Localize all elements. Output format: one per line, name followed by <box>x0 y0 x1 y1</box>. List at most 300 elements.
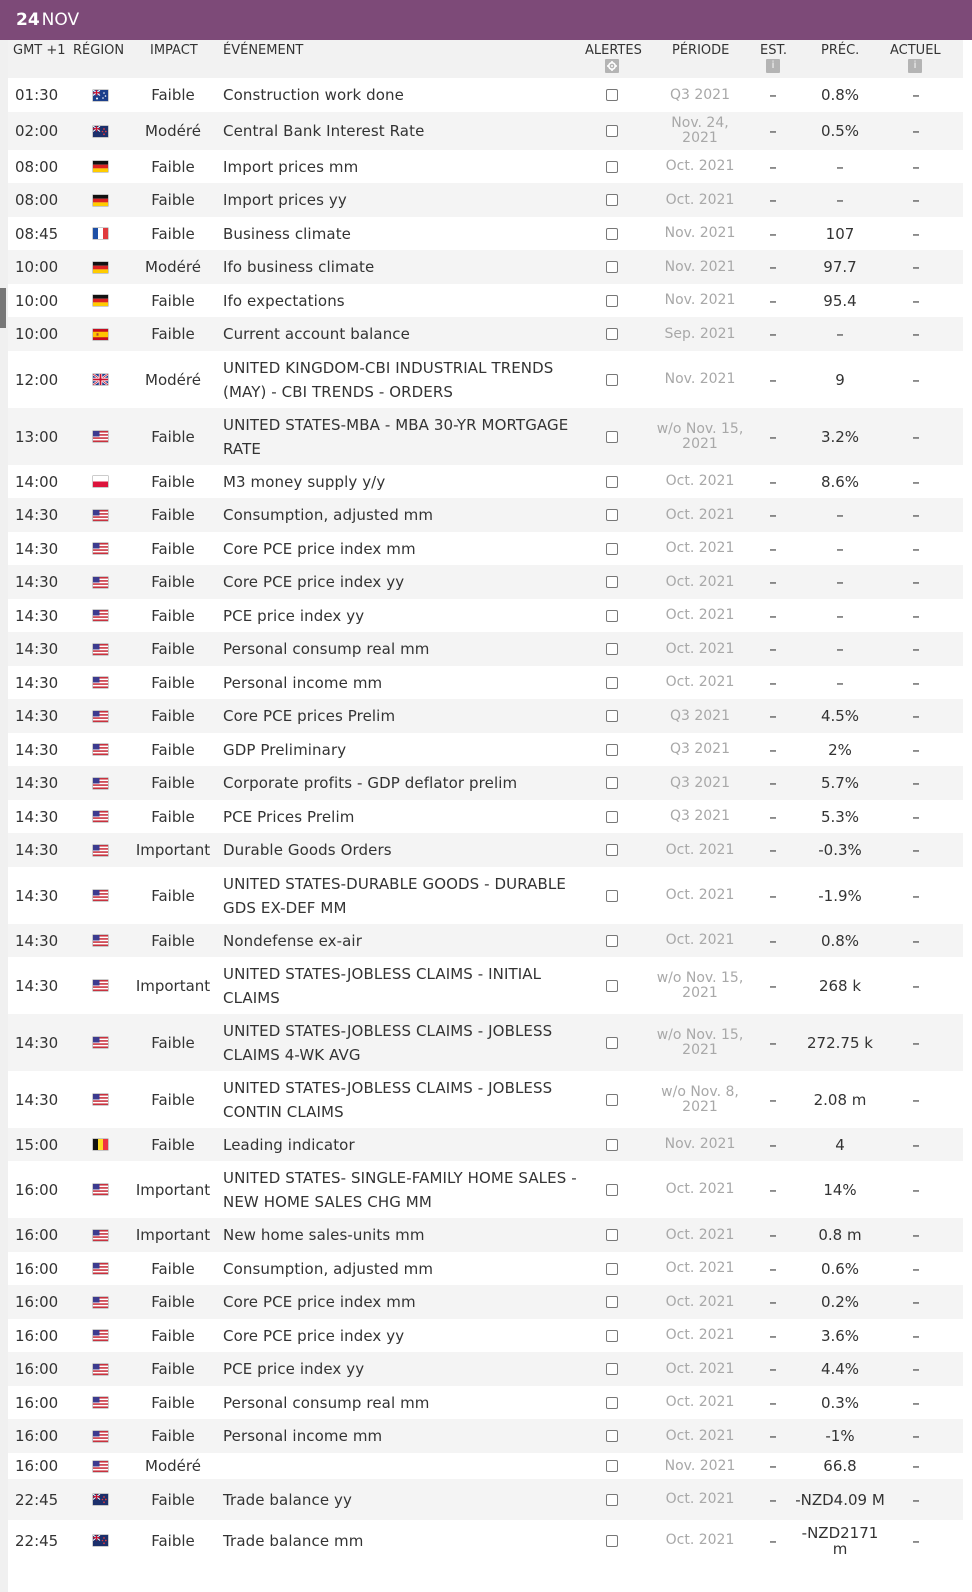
region-flag-icon <box>90 1252 110 1285</box>
alert-checkbox[interactable] <box>606 1430 618 1442</box>
table-row[interactable] <box>8 183 963 217</box>
event-name[interactable]: New home sales-units mm <box>223 1226 425 1244</box>
event-time: 14:30 <box>15 740 59 759</box>
table-row[interactable] <box>8 800 963 833</box>
region-flag-icon <box>90 924 110 957</box>
alert-checkbox[interactable] <box>606 1094 618 1106</box>
event-previous: 4.5% <box>820 707 860 725</box>
event-estimate: – <box>769 1457 777 1475</box>
event-name[interactable]: Personal income mm <box>223 1427 383 1445</box>
table-row[interactable] <box>8 1453 963 1479</box>
region-flag-icon <box>90 1479 110 1520</box>
alert-checkbox[interactable] <box>606 643 618 655</box>
region-flag-icon <box>90 1453 110 1479</box>
event-name[interactable]: PCE price index yy <box>223 1360 365 1378</box>
event-name[interactable]: Core PCE price index mm <box>223 1293 416 1311</box>
alert-checkbox-cell <box>604 924 620 957</box>
event-actual: – <box>912 573 920 591</box>
event-impact: Faible <box>151 1259 195 1278</box>
alert-checkbox[interactable] <box>606 710 618 722</box>
event-previous: – <box>836 573 844 591</box>
table-row[interactable] <box>8 78 963 112</box>
event-previous: 0.5% <box>820 122 860 140</box>
event-impact: Faible <box>151 931 195 950</box>
alert-checkbox-cell <box>604 465 620 498</box>
event-name[interactable]: UNITED STATES-JOBLESS CLAIMS - JOBLESS CLAIMS 4-WK AVG <box>223 1021 553 1064</box>
alert-checkbox[interactable] <box>606 374 618 386</box>
event-previous: -NZD2171 m <box>801 1523 879 1558</box>
table-row[interactable] <box>8 284 963 317</box>
alert-checkbox-cell <box>604 733 620 766</box>
event-name[interactable]: M3 money supply y/y <box>223 472 386 491</box>
table-row[interactable] <box>8 351 963 408</box>
event-time: 14:30 <box>15 774 59 792</box>
event-time: 10:00 <box>15 325 59 343</box>
event-period: Oct. 2021 <box>665 841 735 858</box>
alert-checkbox[interactable] <box>606 1229 618 1241</box>
event-impact: Faible <box>151 673 195 692</box>
region-flag-icon <box>90 498 110 532</box>
column-event[interactable]: ÉVÉNEMENT <box>223 43 304 58</box>
event-name[interactable]: Core PCE prices Prelim <box>223 707 396 725</box>
event-actual: – <box>912 673 920 692</box>
region-flag-icon <box>90 408 110 465</box>
event-name[interactable] <box>223 1453 578 1479</box>
event-previous: 0.8% <box>820 86 860 104</box>
event-previous: 3.6% <box>820 1326 860 1345</box>
alert-checkbox[interactable] <box>606 744 618 756</box>
event-name[interactable]: Core PCE price index yy <box>223 573 405 591</box>
event-impact: Faible <box>151 886 195 905</box>
event-period: Oct. 2021 <box>665 573 735 590</box>
event-period: Nov. 2021 <box>664 1457 736 1474</box>
event-impact: Faible <box>151 325 195 343</box>
event-estimate: – <box>769 740 777 759</box>
alert-checkbox[interactable] <box>606 677 618 689</box>
left-scroll-rail[interactable] <box>0 40 8 1592</box>
event-estimate: – <box>769 122 777 140</box>
event-impact: Modéré <box>145 370 201 389</box>
region-flag-icon <box>90 1218 110 1252</box>
event-name[interactable]: UNITED STATES- SINGLE-FAMILY HOME SALES - NEW HOME SALES CHG MM <box>223 1168 577 1211</box>
region-flag-icon <box>90 317 110 351</box>
event-name[interactable]: Trade balance yy <box>223 1490 353 1509</box>
alert-checkbox[interactable] <box>606 125 618 137</box>
alert-checkbox-cell <box>604 317 620 351</box>
scroll-marker[interactable] <box>0 288 6 328</box>
event-previous: 268 k <box>818 976 862 995</box>
region-flag-icon <box>90 1014 110 1071</box>
event-period: Oct. 2021 <box>665 887 735 903</box>
table-row[interactable] <box>8 1520 963 1561</box>
event-period: Nov. 2021 <box>664 258 736 275</box>
column-prec[interactable]: PRÉC. <box>821 43 860 58</box>
event-period: Nov. 2021 <box>664 292 736 308</box>
event-name[interactable]: Personal consump real mm <box>223 640 430 658</box>
event-actual: – <box>912 640 920 658</box>
event-time: 10:00 <box>15 291 59 310</box>
event-estimate: – <box>769 1180 777 1199</box>
event-impact: Faible <box>151 573 195 591</box>
event-period: Oct. 2021 <box>665 1394 735 1410</box>
event-name[interactable]: Nondefense ex-air <box>223 931 362 950</box>
event-name[interactable]: UNITED STATES-MBA - MBA 30-YR MORTGAGE RATE <box>223 415 569 458</box>
event-actual: – <box>912 191 920 209</box>
event-time: 14:30 <box>15 841 59 859</box>
event-previous: 66.8 <box>823 1457 857 1475</box>
event-name[interactable]: Ifo business climate <box>223 258 375 276</box>
event-impact: Faible <box>151 1531 195 1550</box>
event-name[interactable]: Core PCE price index yy <box>223 1326 405 1345</box>
event-time: 15:00 <box>15 1135 59 1154</box>
alert-checkbox[interactable] <box>606 980 618 992</box>
table-row[interactable] <box>8 1419 963 1453</box>
event-previous: – <box>836 157 844 176</box>
alert-checkbox[interactable] <box>606 576 618 588</box>
event-period: Oct. 2021 <box>665 1260 735 1276</box>
event-name[interactable]: Personal consump real mm <box>223 1393 430 1412</box>
event-time: 14:30 <box>15 606 59 625</box>
event-period: Oct. 2021 <box>665 674 735 690</box>
event-time: 16:00 <box>15 1180 59 1199</box>
event-estimate: – <box>769 886 777 905</box>
event-impact: Faible <box>151 224 195 243</box>
table-row[interactable] <box>8 766 963 800</box>
event-actual: – <box>912 841 920 859</box>
alert-checkbox-cell <box>604 1128 620 1161</box>
alert-checkbox-cell <box>604 699 620 733</box>
event-actual: – <box>912 807 920 826</box>
region-flag-icon <box>90 833 110 867</box>
alert-checkbox-cell <box>604 1071 620 1128</box>
alert-checkbox-cell <box>604 408 620 465</box>
info-icon[interactable]: i <box>908 59 922 73</box>
event-name[interactable]: Personal income mm <box>223 673 383 692</box>
event-impact: Faible <box>151 707 195 725</box>
event-previous: -1% <box>825 1427 855 1445</box>
table-row[interactable] <box>8 465 963 498</box>
table-row[interactable] <box>8 250 963 284</box>
event-name[interactable]: Core PCE price index mm <box>223 539 416 558</box>
alert-checkbox[interactable] <box>606 194 618 206</box>
alert-checkbox[interactable] <box>606 1296 618 1308</box>
region-flag-icon <box>90 599 110 632</box>
alert-checkbox[interactable] <box>606 1263 618 1275</box>
table-row[interactable] <box>8 1128 963 1161</box>
event-actual: – <box>912 325 920 343</box>
event-name[interactable]: GDP Preliminary <box>223 740 347 759</box>
event-period: Oct. 2021 <box>665 506 735 523</box>
table-row[interactable] <box>8 867 963 924</box>
region-flag-icon <box>90 666 110 699</box>
alert-checkbox[interactable] <box>606 1184 618 1196</box>
alert-checkbox[interactable] <box>606 89 618 101</box>
table-row[interactable] <box>8 1479 963 1520</box>
event-impact: Modéré <box>145 1457 201 1475</box>
event-previous: – <box>836 673 844 692</box>
event-time: 14:30 <box>15 976 59 995</box>
event-estimate: – <box>769 673 777 692</box>
event-actual: – <box>912 472 920 491</box>
alert-checkbox[interactable] <box>606 261 618 273</box>
event-name[interactable]: PCE Prices Prelim <box>223 807 355 826</box>
alert-checkbox[interactable] <box>606 1535 618 1547</box>
table-row[interactable] <box>8 1218 963 1252</box>
event-time: 14:30 <box>15 1033 59 1052</box>
event-actual: – <box>912 1033 920 1052</box>
event-actual: – <box>912 1180 920 1199</box>
event-period: Q3 2021 <box>669 707 730 724</box>
event-name[interactable]: Import prices yy <box>223 191 347 209</box>
event-name[interactable]: Consumption, adjusted mm <box>223 506 434 524</box>
table-row[interactable] <box>8 408 963 465</box>
table-row[interactable] <box>8 599 963 632</box>
event-time: 14:30 <box>15 931 59 950</box>
column-impact[interactable]: IMPACT <box>150 43 198 58</box>
event-period: Q3 2021 <box>669 741 730 757</box>
alert-checkbox[interactable] <box>606 777 618 789</box>
event-impact: Faible <box>151 774 195 792</box>
event-name[interactable]: Business climate <box>223 224 352 243</box>
event-estimate: – <box>769 1490 777 1509</box>
event-previous: 14% <box>823 1180 857 1199</box>
table-row[interactable] <box>8 833 963 867</box>
event-impact: Faible <box>151 1427 195 1445</box>
event-impact: Modéré <box>145 258 201 276</box>
event-period: Oct. 2021 <box>665 640 735 657</box>
event-name[interactable]: UNITED STATES-JOBLESS CLAIMS - INITIAL CLAIMS <box>223 964 542 1007</box>
event-estimate: – <box>769 707 777 725</box>
alert-checkbox[interactable] <box>606 935 618 947</box>
region-flag-icon <box>90 1071 110 1128</box>
alert-checkbox-cell <box>604 284 620 317</box>
alert-checkbox[interactable] <box>606 1139 618 1151</box>
region-flag-icon <box>90 699 110 733</box>
event-name[interactable]: Import prices mm <box>223 157 359 176</box>
alert-checkbox-cell <box>604 599 620 632</box>
event-actual: – <box>912 1427 920 1445</box>
event-estimate: – <box>769 640 777 658</box>
column-actual[interactable]: ACTUEL <box>890 43 941 58</box>
event-name[interactable]: Current account balance <box>223 325 410 343</box>
event-name[interactable]: Construction work done <box>223 86 404 104</box>
event-previous: -0.3% <box>818 841 862 859</box>
column-alerts[interactable]: ALERTES <box>585 43 642 58</box>
event-impact: Faible <box>151 1135 195 1154</box>
event-time: 16:00 <box>15 1293 59 1311</box>
date-day: 24 <box>16 10 40 30</box>
alert-checkbox[interactable] <box>606 228 618 240</box>
alert-checkbox-cell <box>604 800 620 833</box>
event-time: 08:00 <box>15 191 59 209</box>
event-name[interactable]: Leading indicator <box>223 1135 355 1154</box>
alert-checkbox[interactable] <box>606 161 618 173</box>
table-row[interactable] <box>8 565 963 599</box>
event-period: Sep. 2021 <box>664 325 736 342</box>
alert-checkbox[interactable] <box>606 1363 618 1375</box>
event-estimate: – <box>769 86 777 104</box>
alert-checkbox[interactable] <box>606 1460 618 1472</box>
column-region[interactable]: RÉGION <box>73 43 125 58</box>
alert-checkbox[interactable] <box>606 1494 618 1506</box>
event-impact: Faible <box>151 427 195 446</box>
table-row[interactable] <box>8 1319 963 1352</box>
event-name[interactable]: Central Bank Interest Rate <box>223 122 425 140</box>
event-period: Oct. 2021 <box>665 540 735 556</box>
table-row[interactable] <box>8 1352 963 1386</box>
event-time: 22:45 <box>15 1490 59 1509</box>
table-row[interactable] <box>8 924 963 957</box>
event-impact: Important <box>135 1226 211 1244</box>
alert-checkbox[interactable] <box>606 610 618 622</box>
event-impact: Faible <box>151 1326 195 1345</box>
table-row[interactable] <box>8 1014 963 1071</box>
alert-checkbox-cell <box>604 112 620 150</box>
table-row[interactable] <box>8 733 963 766</box>
alert-checkbox-cell <box>604 498 620 532</box>
event-previous: 0.6% <box>820 1259 860 1278</box>
event-previous: 4.4% <box>820 1360 860 1378</box>
table-row[interactable] <box>8 632 963 666</box>
column-header-row <box>8 40 963 78</box>
event-period: Oct. 2021 <box>665 1226 735 1243</box>
alert-checkbox[interactable] <box>606 295 618 307</box>
event-estimate: – <box>769 1393 777 1412</box>
region-flag-icon <box>90 565 110 599</box>
event-time: 14:30 <box>15 640 59 658</box>
event-previous: – <box>836 539 844 558</box>
event-name[interactable]: UNITED KINGDOM-CBI INDUSTRIAL TRENDS (MAY) - CBI TRENDS - ORDERS <box>223 358 554 401</box>
event-period: Oct. 2021 <box>665 473 735 489</box>
alert-checkbox[interactable] <box>606 328 618 340</box>
event-actual: – <box>912 931 920 950</box>
table-row[interactable] <box>8 1285 963 1319</box>
event-estimate: – <box>769 1531 777 1550</box>
event-previous: 0.2% <box>820 1293 860 1311</box>
event-period: Oct. 2021 <box>665 1491 735 1507</box>
alert-checkbox[interactable] <box>606 1037 618 1049</box>
region-flag-icon <box>90 1520 110 1561</box>
event-actual: – <box>912 1393 920 1412</box>
alert-checkbox[interactable] <box>606 1330 618 1342</box>
region-flag-icon <box>90 465 110 498</box>
table-row[interactable] <box>8 1161 963 1218</box>
table-row[interactable] <box>8 1071 963 1128</box>
event-name[interactable]: Ifo expectations <box>223 291 345 310</box>
event-impact: Important <box>135 841 211 859</box>
region-flag-icon <box>90 150 110 183</box>
alert-checkbox[interactable] <box>606 476 618 488</box>
event-estimate: – <box>769 1033 777 1052</box>
event-time: 16:00 <box>15 1393 59 1412</box>
event-previous: -NZD4.09 M <box>795 1490 885 1509</box>
table-row[interactable] <box>8 532 963 565</box>
event-time: 14:00 <box>15 472 59 491</box>
event-name[interactable]: Durable Goods Orders <box>223 841 392 859</box>
event-impact: Faible <box>151 606 195 625</box>
alert-checkbox-cell <box>604 1285 620 1319</box>
column-est[interactable]: EST. <box>760 43 787 58</box>
alert-checkbox[interactable] <box>606 890 618 902</box>
event-period: Nov. 2021 <box>664 225 736 241</box>
event-estimate: – <box>769 291 777 310</box>
table-row[interactable] <box>8 498 963 532</box>
event-time: 08:45 <box>15 224 59 243</box>
event-name[interactable]: Corporate profits - GDP deflator prelim <box>223 774 518 792</box>
event-estimate: – <box>769 1090 777 1109</box>
column-period[interactable]: PÉRIODE <box>672 43 730 58</box>
event-previous: 95.4 <box>823 291 857 310</box>
event-previous: – <box>836 325 844 343</box>
column-time[interactable]: GMT +1 <box>13 43 66 58</box>
event-estimate: – <box>769 157 777 176</box>
event-previous: 5.7% <box>820 774 860 792</box>
table-row[interactable] <box>8 666 963 699</box>
table-row[interactable] <box>8 150 963 183</box>
event-period: Nov. 2021 <box>664 1136 736 1152</box>
event-name[interactable]: UNITED STATES-DURABLE GOODS - DURABLE GDS EX-DEF MM <box>223 874 566 917</box>
event-impact: Faible <box>151 1090 195 1109</box>
event-name[interactable]: PCE price index yy <box>223 606 365 625</box>
date-header <box>0 0 972 40</box>
table-row[interactable] <box>8 217 963 250</box>
event-period: Oct. 2021 <box>665 932 735 948</box>
table-row[interactable] <box>8 317 963 351</box>
event-actual: – <box>912 1360 920 1378</box>
event-name[interactable]: UNITED STATES-JOBLESS CLAIMS - JOBLESS CONTIN CLAIMS <box>223 1078 553 1121</box>
alert-checkbox[interactable] <box>606 844 618 856</box>
event-time: 02:00 <box>15 122 59 140</box>
region-flag-icon <box>90 1352 110 1386</box>
event-previous: 2% <box>828 740 852 759</box>
region-flag-icon <box>90 1285 110 1319</box>
event-period: Oct. 2021 <box>665 1293 735 1310</box>
event-actual: – <box>912 157 920 176</box>
event-estimate: – <box>769 1427 777 1445</box>
table-row[interactable] <box>8 1252 963 1285</box>
alert-checkbox[interactable] <box>606 543 618 555</box>
event-period: Q3 2021 <box>669 86 730 103</box>
table-row[interactable] <box>8 699 963 733</box>
table-row[interactable] <box>8 957 963 1014</box>
table-row[interactable] <box>8 112 963 150</box>
region-flag-icon <box>90 351 110 408</box>
event-previous: 107 <box>825 224 855 243</box>
info-icon[interactable]: i <box>766 59 780 73</box>
event-time: 13:00 <box>15 427 59 446</box>
alert-checkbox-cell <box>604 1014 620 1071</box>
event-impact: Faible <box>151 1033 195 1052</box>
event-name[interactable]: Consumption, adjusted mm <box>223 1259 434 1278</box>
event-time: 16:00 <box>15 1427 59 1445</box>
event-time: 22:45 <box>15 1531 59 1550</box>
gear-icon[interactable] <box>605 59 619 73</box>
table-row[interactable] <box>8 1386 963 1419</box>
event-time: 14:30 <box>15 807 59 826</box>
event-estimate: – <box>769 931 777 950</box>
alert-checkbox[interactable] <box>606 811 618 823</box>
alert-checkbox[interactable] <box>606 1397 618 1409</box>
event-impact: Faible <box>151 472 195 491</box>
event-impact: Faible <box>151 1393 195 1412</box>
event-estimate: – <box>769 1326 777 1345</box>
event-name[interactable]: Trade balance mm <box>223 1531 364 1550</box>
alert-checkbox-cell <box>604 833 620 867</box>
alert-checkbox[interactable] <box>606 509 618 521</box>
alert-checkbox[interactable] <box>606 431 618 443</box>
event-previous: 0.8% <box>820 931 860 950</box>
event-previous: – <box>836 640 844 658</box>
